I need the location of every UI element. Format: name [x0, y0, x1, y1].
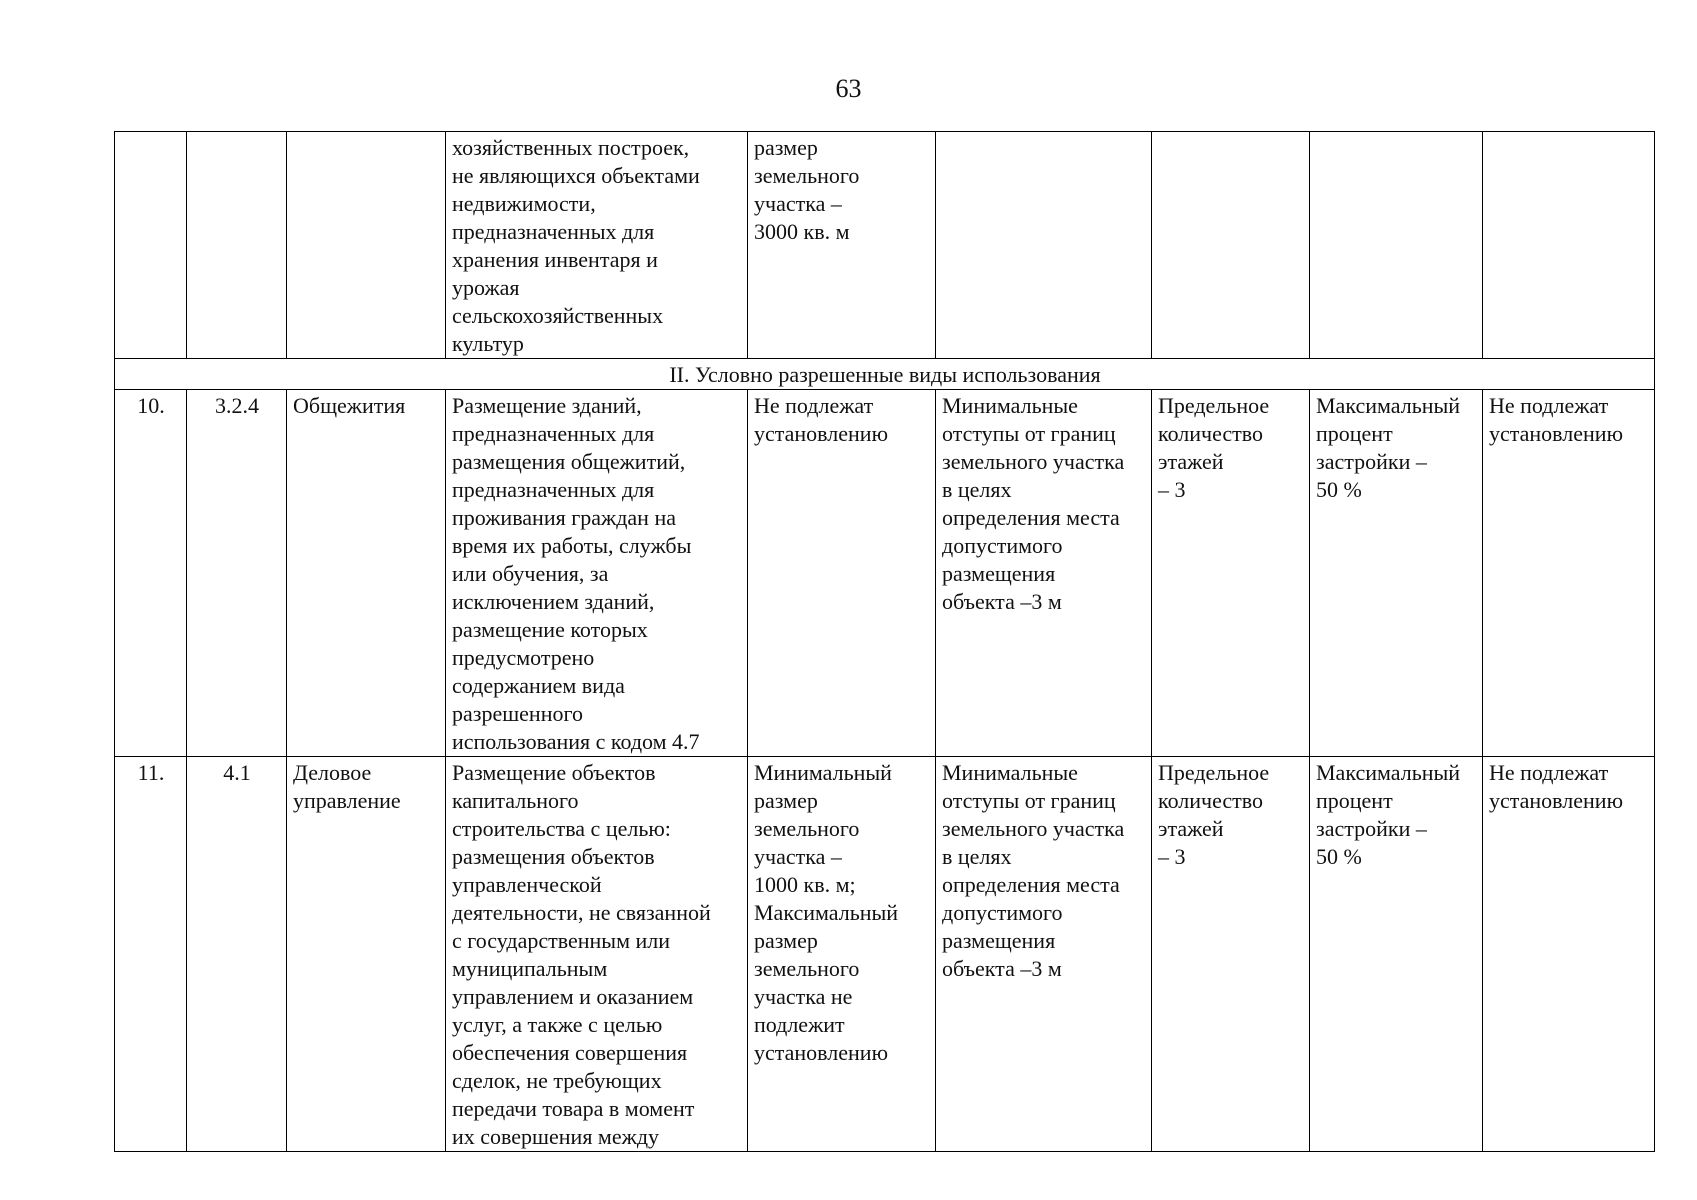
row-number: 10.	[137, 393, 165, 418]
row-number-cell	[115, 390, 187, 757]
coverage-cell	[1310, 757, 1483, 1152]
other-params: Не подлежат установлению	[1489, 760, 1624, 813]
plot-size-cell	[748, 390, 936, 757]
row-number: 11.	[137, 760, 165, 785]
floors-cell	[1152, 390, 1310, 757]
section-header-row	[115, 359, 1655, 390]
use-description: хозяйственных построек, не являющихся объектами недвижимости, предназначенных для хранения инвентаря и урожая сельскохозяйственных культур	[452, 135, 700, 356]
use-description: Размещение объектов капитального строительства с целью: размещения объектов управленческой деятельности, не связанной с государственным или муниципальным управлением и оказанием услуг, а также с целью обеспечения совершения сделок, не требующих передачи товара в момент их совершения между	[452, 760, 711, 1149]
floors: Предельное количество этажей – 3	[1158, 760, 1270, 869]
use-name-cell	[287, 757, 446, 1152]
coverage-cell	[1310, 390, 1483, 757]
use-name: Деловое управление	[293, 760, 401, 813]
setbacks: Минимальные отступы от границ земельного участка в целях определения места допустимого размещения объекта –3 м	[942, 393, 1125, 614]
use-description-cell	[446, 390, 748, 757]
setbacks-cell	[936, 132, 1152, 359]
setbacks-cell	[936, 757, 1152, 1152]
use-code-cell	[187, 132, 287, 359]
row-number-cell	[115, 757, 187, 1152]
setbacks-cell	[936, 390, 1152, 757]
use-code-cell	[187, 757, 287, 1152]
other-params-cell	[1483, 390, 1655, 757]
use-description-cell	[446, 757, 748, 1152]
floors: Предельное количество этажей – 3	[1158, 393, 1270, 502]
floors-cell	[1152, 757, 1310, 1152]
plot-size: Минимальный размер земельного участка – 1000 кв. м; Максимальный размер земельного участка не подлежит установлению	[754, 760, 899, 1065]
section-title: II. Условно разрешенные виды использования	[115, 359, 1655, 390]
table-row	[115, 132, 1655, 359]
other-params-cell	[1483, 132, 1655, 359]
plot-size: Не подлежат установлению	[754, 393, 889, 446]
use-code: 4.1	[223, 760, 251, 785]
setbacks: Минимальные отступы от границ земельного участка в целях определения места допустимого размещения объекта –3 м	[942, 760, 1125, 981]
plot-size-cell	[748, 757, 936, 1152]
coverage: Максимальный процент застройки – 50 %	[1316, 393, 1461, 502]
use-name-cell	[287, 390, 446, 757]
table-row	[115, 757, 1655, 1152]
plot-size-cell	[748, 132, 936, 359]
floors-cell	[1152, 132, 1310, 359]
use-name: Общежития	[293, 393, 406, 418]
land-use-table	[114, 131, 1655, 1152]
plot-size: размер земельного участка – 3000 кв. м	[754, 135, 860, 244]
row-number-cell	[115, 132, 187, 359]
other-params: Не подлежат установлению	[1489, 393, 1624, 446]
use-code: 3.2.4	[215, 393, 259, 418]
use-description: Размещение зданий, предназначенных для размещения общежитий, предназначенных для проживания граждан на время их работы, службы или обучения, за исключением зданий, размещение которых предусмотрено содержанием вида разрешенного использования с кодом 4.7	[452, 393, 700, 754]
coverage: Максимальный процент застройки – 50 %	[1316, 760, 1461, 869]
other-params-cell	[1483, 757, 1655, 1152]
table-row	[115, 390, 1655, 757]
page-number: 63	[835, 74, 862, 103]
use-description-cell	[446, 132, 748, 359]
use-code-cell	[187, 390, 287, 757]
use-name-cell	[287, 132, 446, 359]
coverage-cell	[1310, 132, 1483, 359]
